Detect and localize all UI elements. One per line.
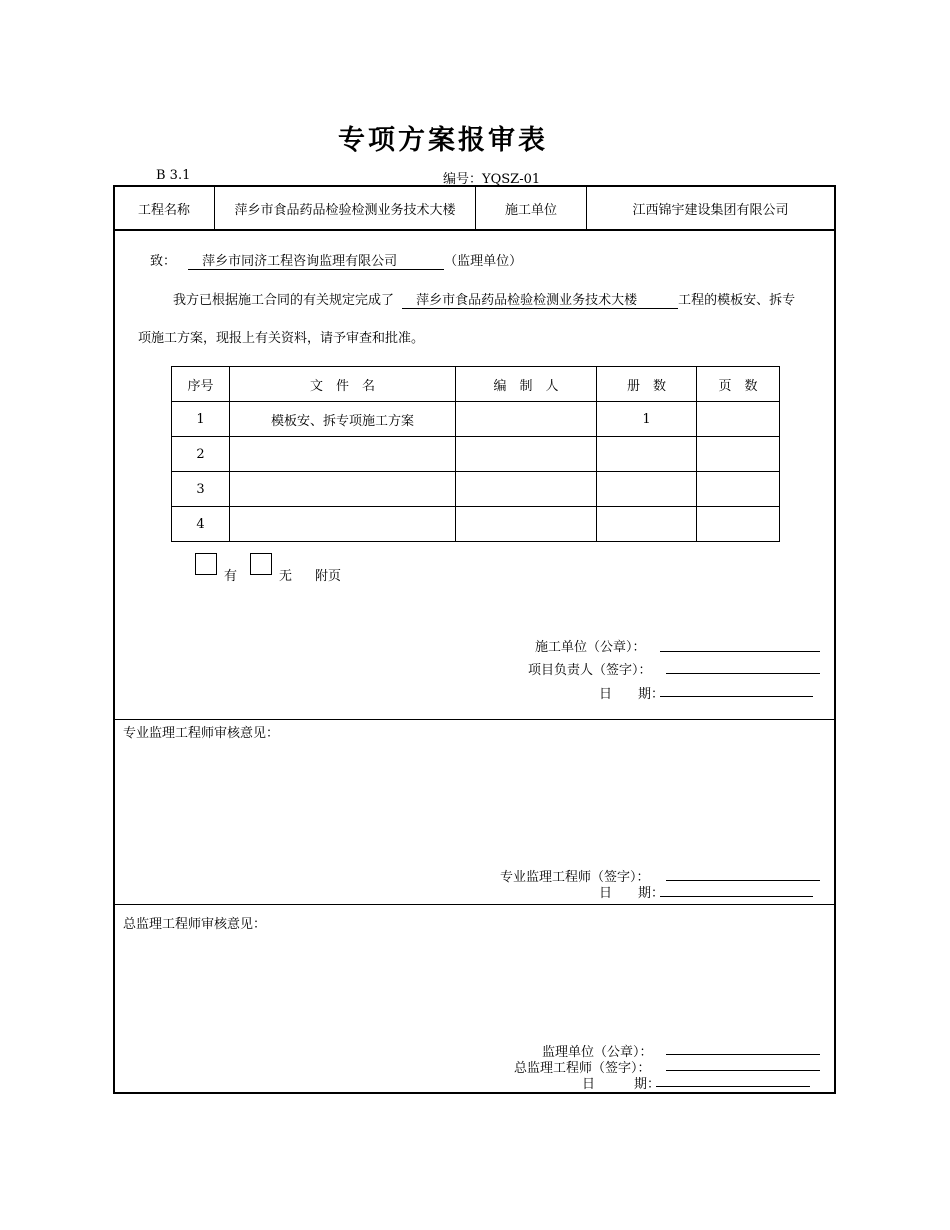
row-volumes [597,472,697,507]
project-manager-line[interactable] [666,673,820,674]
contractor-seal-line[interactable] [660,651,820,652]
col-header-serial: 序号 [172,367,230,402]
form-number: B 3.1 [156,168,191,183]
row-filename [230,437,456,472]
file-table [171,366,780,542]
no-attachment-checkbox[interactable] [250,553,272,575]
letter-project-name: 萍乡市食品药品检验检测业务技术大楼 [416,293,638,308]
project-name-value: 萍乡市食品药品检验检测业务技术大楼 [234,202,456,218]
engineer-review-title: 专业监理工程师审核意见： [123,726,280,741]
chief-seal-line[interactable] [666,1054,820,1055]
contractor-value: 江西锦宇建设集团有限公司 [632,202,789,218]
row-author [456,402,597,437]
project-manager-label: 项目负责人（签字）： [528,663,652,678]
table-row [172,402,780,437]
row-pages [697,402,780,437]
serial-label: 编号： [443,172,483,187]
row-pages [697,507,780,542]
col-header-volumes: 册 数 [597,367,697,402]
row-serial: 2 [172,437,230,472]
table-row [172,472,780,507]
project-name-label: 工程名称 [137,202,190,218]
table-row [172,437,780,472]
contractor-seal-label: 施工单位（公章）： [535,640,646,655]
to-label: 致： [150,254,177,269]
row-author [456,472,597,507]
row-serial: 3 [172,472,230,507]
row-volumes [597,507,697,542]
chief-date-label: 日 期： [582,1077,661,1092]
addressee-line [150,250,522,270]
form-frame [113,185,836,1094]
row-filename: 模板安、拆专项施工方案 [230,402,456,437]
row-pages [697,437,780,472]
serial-value: YQSZ-01 [482,172,541,187]
engineer-date-label: 日 期： [599,886,665,901]
row-filename [230,472,456,507]
letter-project-field [402,289,678,309]
chief-sign-line[interactable] [666,1070,820,1071]
chief-date-line[interactable] [656,1086,810,1087]
row-serial: 4 [172,507,230,542]
has-attachment-label: 有 [224,569,238,584]
attachment-pages-label: 附页 [315,569,342,584]
letter-line-1 [173,289,795,309]
engineer-sign-label: 专业监理工程师（签字）： [500,870,650,885]
contractor-label: 施工单位 [504,202,557,218]
col-header-pages: 页 数 [697,367,780,402]
page-title: 专项方案报审表 [338,125,548,156]
has-attachment-checkbox[interactable] [195,553,217,575]
contractor-date-label: 日 期： [599,687,665,702]
col-header-author: 编 制 人 [456,367,597,402]
row-volumes: 1 [597,402,697,437]
col-header-filename: 文 件 名 [230,367,456,402]
file-table-header [172,367,780,402]
section-divider-2 [113,904,836,905]
chief-seal-label: 监理单位（公章）： [542,1045,653,1060]
section-divider-1 [113,719,836,720]
row-pages [697,472,780,507]
row-volumes [597,437,697,472]
supervisor-name-field [188,250,444,270]
engineer-sign-line[interactable] [666,880,820,881]
header-divider [113,229,836,231]
letter-line-1-prefix: 我方已根据施工合同的有关规定完成了 [173,293,395,308]
letter-line-2: 项施工方案，现报上有关资料，请予审查和批准。 [138,331,425,346]
contractor-date-line[interactable] [660,696,813,697]
row-author [456,507,597,542]
letter-line-1-suffix: 工程的模板安、拆专 [678,293,796,308]
engineer-date-line[interactable] [660,896,813,897]
supervisor-suffix: （监理单位） [444,254,523,269]
no-attachment-label: 无 [279,569,293,584]
chief-sign-label: 总监理工程师（签字）： [514,1061,651,1076]
row-filename [230,507,456,542]
row-serial: 1 [172,402,230,437]
table-row [172,507,780,542]
supervisor-name: 萍乡市同济工程咨询监理有限公司 [202,254,398,269]
chief-review-title: 总监理工程师审核意见： [123,917,267,932]
row-author [456,437,597,472]
